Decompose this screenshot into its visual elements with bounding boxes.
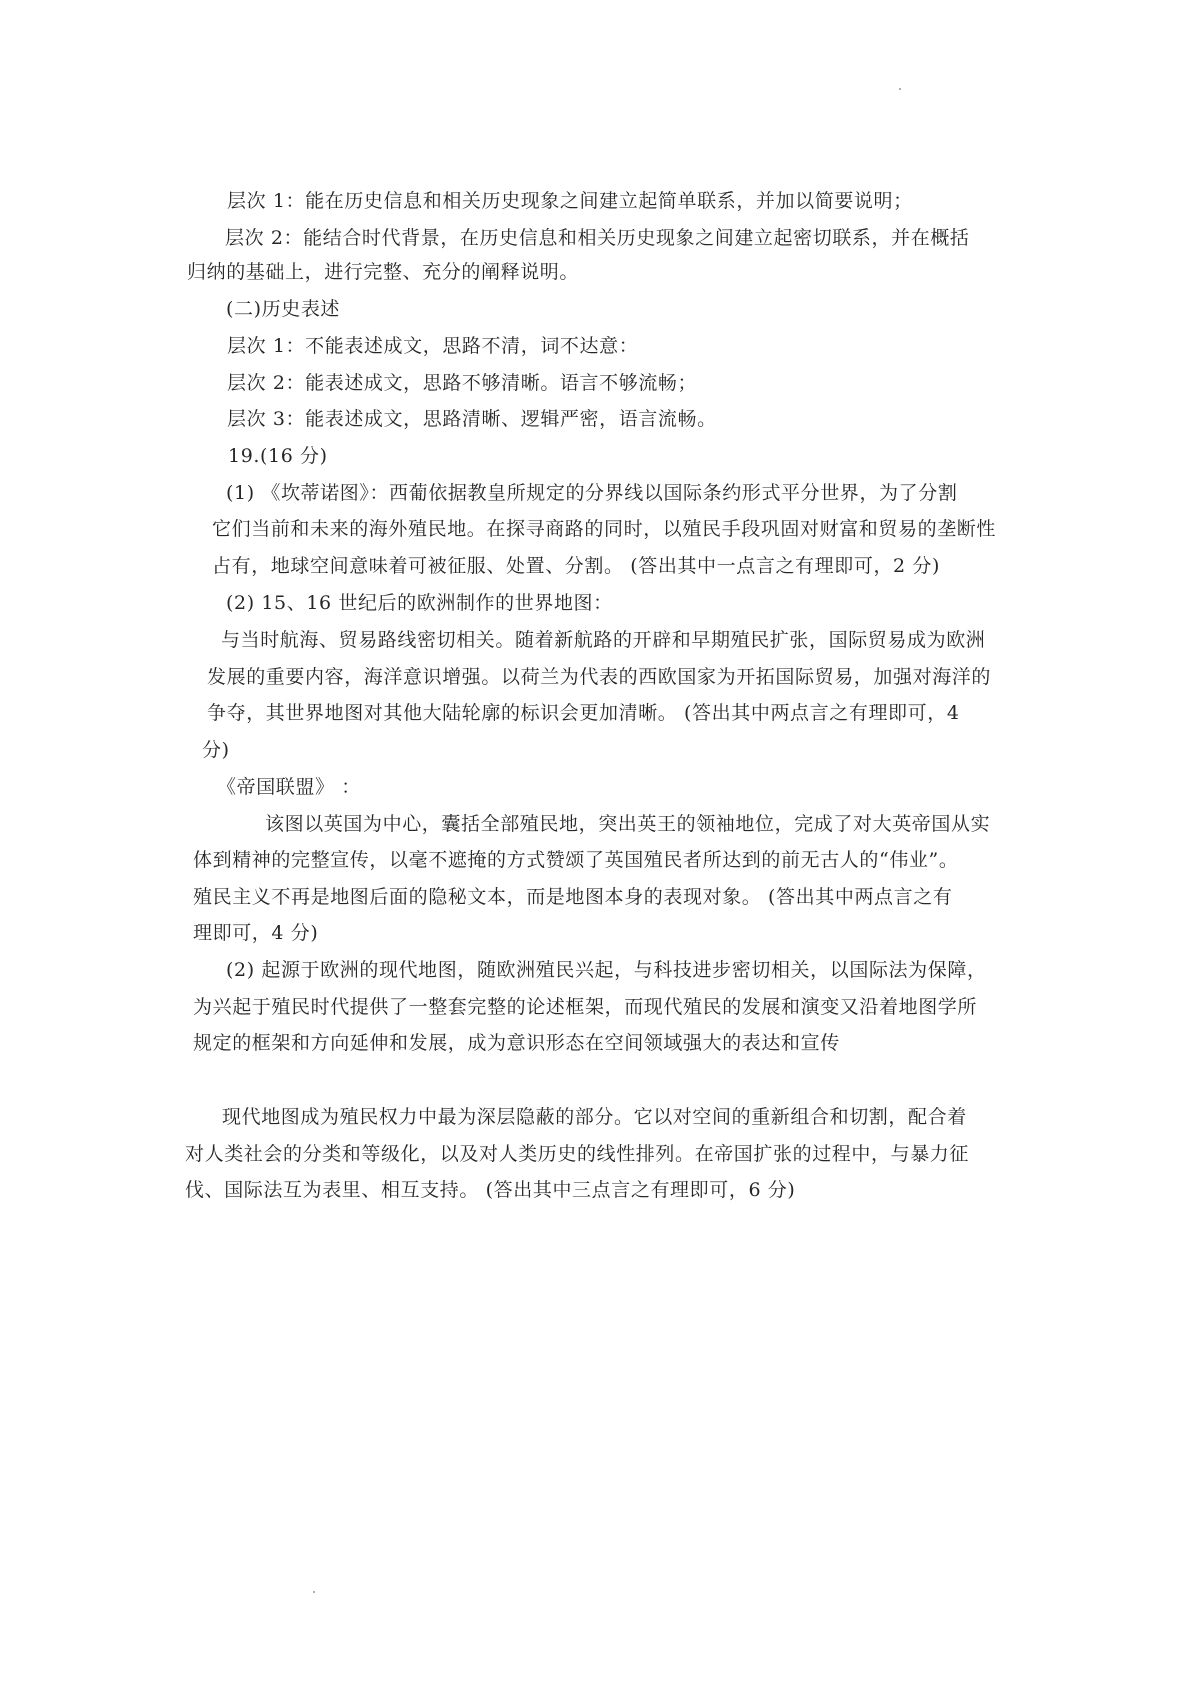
text-line: 殖民主义不再是地图后面的隐秘文本，而是地图本身的表现对象。 (答出其中两点言之有 xyxy=(193,886,953,908)
text-line: 该图以英国为中心，囊括全部殖民地，突出英王的领袖地位，完成了对大英帝国从实 xyxy=(265,813,991,835)
text-line: 与当时航海、贸易路线密切相关。随着新航路的开辟和早期殖民扩张，国际贸易成为欧洲 xyxy=(221,629,986,651)
text-line: 层次 3：能表述成文，思路清晰、逻辑严密，语言流畅。 xyxy=(227,408,717,430)
text-line: 为兴起于殖民时代提供了一整套完整的论述框架，而现代殖民的发展和演变又沿着地图学所 xyxy=(193,996,978,1018)
text-line: 体到精神的完整宣传，以毫不遮掩的方式赞颂了英国殖民者所达到的前无古人的“伟业”。 xyxy=(193,849,959,871)
text-line: (2) 15、16 世纪后的欧洲制作的世界地图： xyxy=(226,592,613,614)
text-line: 规定的框架和方向延伸和发展，成为意识形态在空间领域强大的表达和宣传 xyxy=(193,1032,840,1054)
section-heading: (二)历史表述 xyxy=(226,298,341,320)
text-line: 层次 1：能在历史信息和相关历史现象之间建立起简单联系，并加以简要说明； xyxy=(227,190,913,212)
text-line: 伐、国际法互为表里、相互支持。 (答出其中三点言之有理即可，6 分) xyxy=(185,1179,796,1201)
text-line: 层次 2：能结合时代背景，在历史信息和相关历史现象之间建立起密切联系，并在概括 xyxy=(225,227,970,249)
scan-speck xyxy=(899,88,901,90)
text-line: 对人类社会的分类和等级化，以及对人类历史的线性排列。在帝国扩张的过程中，与暴力征 xyxy=(185,1143,970,1165)
text-line: (1) 《坎蒂诺图》：西葡依据教皇所规定的分界线以国际条约形式平分世界，为了分割 xyxy=(226,482,958,504)
text-line: 归纳的基础上，进行完整、充分的阐释说明。 xyxy=(187,261,580,283)
text-line: 发展的重要内容，海洋意识增强。以荷兰为代表的西欧国家为开拓国际贸易，加强对海洋的 xyxy=(207,666,992,688)
text-line: 分) xyxy=(202,739,230,761)
text-line: 层次 2：能表述成文，思路不够清晰。语言不够流畅； xyxy=(227,372,698,394)
scan-speck xyxy=(313,1591,315,1593)
text-line: 争夺，其世界地图对其他大陆轮廓的标识会更加清晰。 (答出其中两点言之有理即可，4 xyxy=(207,702,960,724)
question-number: 19.(16 分) xyxy=(228,445,328,467)
text-line: 理即可，4 分) xyxy=(193,922,319,944)
text-line: 层次 1：不能表述成文，思路不清，词不达意： xyxy=(227,335,639,357)
text-line: 它们当前和未来的海外殖民地。在探寻商路的同时，以殖民手段巩固对财富和贸易的垄断性 xyxy=(212,518,997,540)
text-line: (2) 起源于欧洲的现代地图，随欧洲殖民兴起，与科技进步密切相关，以国际法为保障， xyxy=(226,959,987,981)
text-line: 现代地图成为殖民权力中最为深层隐蔽的部分。它以对空间的重新组合和切割，配合着 xyxy=(222,1106,967,1128)
text-line: 《帝国联盟》 ： xyxy=(217,776,361,798)
text-line: 占有，地球空间意味着可被征服、处置、分割。 (答出其中一点言之有理即可，2 分) xyxy=(212,555,940,577)
